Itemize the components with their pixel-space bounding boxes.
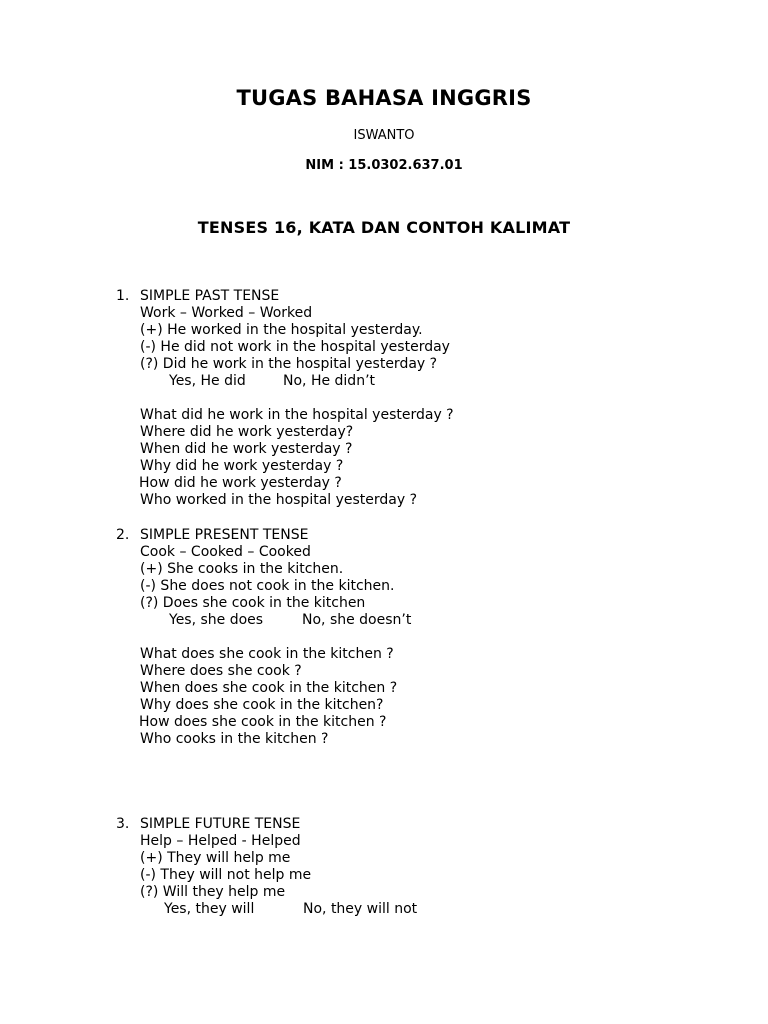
section-heading: SIMPLE PRESENT TENSE [140,527,309,543]
answer-no: No, He didn’t [283,373,376,389]
answer-no: No, they will not [303,901,418,917]
wh-question: What does she cook in the kitchen ? [140,646,394,662]
positive-sentence: (+) He worked in the hospital yesterday. [140,322,423,338]
wh-question: How did he work yesterday ? [139,475,342,491]
verb-forms: Cook – Cooked – Cooked [140,544,311,560]
answer-yes: Yes, He did [169,373,246,389]
wh-question: When did he work yesterday ? [140,441,353,457]
wh-question: Where does she cook ? [140,663,302,679]
wh-question: Why does she cook in the kitchen? [140,697,384,713]
student-id: NIM : 15.0302.637.01 [305,158,463,173]
section-heading: SIMPLE PAST TENSE [140,288,280,304]
negative-sentence: (-) He did not work in the hospital yesterday [140,339,450,355]
question-sentence: (?) Did he work in the hospital yesterday ? [140,356,438,372]
section-number: 1. [116,288,130,304]
wh-question: What did he work in the hospital yesterday ? [140,407,454,423]
negative-sentence: (-) They will not help me [140,867,312,883]
document-title: TUGAS BAHASA INGGRIS [236,86,532,110]
positive-sentence: (+) She cooks in the kitchen. [140,561,344,577]
wh-question: Who worked in the hospital yesterday ? [140,492,418,508]
wh-question: Who cooks in the kitchen ? [140,731,329,747]
verb-forms: Work – Worked – Worked [140,305,313,321]
verb-forms: Help – Helped - Helped [140,833,301,849]
wh-question: Where did he work yesterday? [140,424,354,440]
wh-question: Why did he work yesterday ? [140,458,344,474]
answer-no: No, she doesn’t [302,612,412,628]
document-subtitle: TENSES 16, KATA DAN CONTOH KALIMAT [197,218,571,237]
answer-yes: Yes, they will [164,901,255,917]
wh-question: How does she cook in the kitchen ? [139,714,387,730]
author-name: ISWANTO [353,128,415,143]
negative-sentence: (-) She does not cook in the kitchen. [140,578,395,594]
positive-sentence: (+) They will help me [140,850,291,866]
section-number: 3. [116,816,130,832]
section-number: 2. [116,527,130,543]
wh-question: When does she cook in the kitchen ? [140,680,398,696]
answer-yes: Yes, she does [169,612,264,628]
question-sentence: (?) Does she cook in the kitchen [140,595,366,611]
section-heading: SIMPLE FUTURE TENSE [140,816,301,832]
question-sentence: (?) Will they help me [140,884,286,900]
